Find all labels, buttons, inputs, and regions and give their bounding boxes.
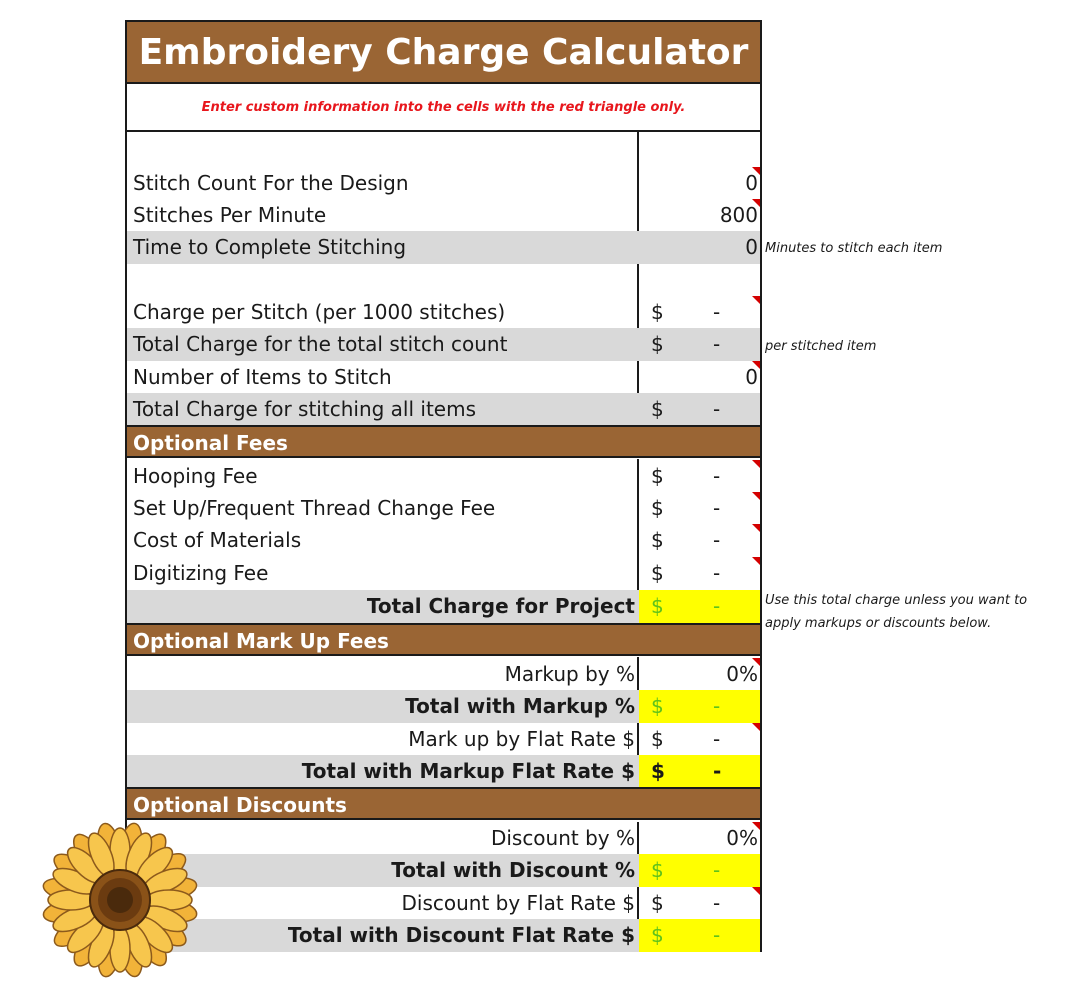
cell-value: - — [713, 561, 721, 585]
cell-value: - — [713, 694, 721, 718]
discount-pct-input[interactable] — [639, 822, 760, 855]
red-triangle-icon — [752, 822, 760, 830]
row-markup-pct — [127, 658, 760, 691]
row-number-of-items — [127, 361, 760, 394]
dollar-sign: $ — [651, 464, 664, 488]
red-triangle-icon — [752, 492, 760, 500]
cell-value: - — [713, 332, 721, 356]
row-label: Number of Items to Stitch — [133, 365, 392, 389]
row-label: Charge per Stitch (per 1000 stitches) — [133, 300, 506, 324]
time-to-complete-value — [639, 231, 760, 264]
red-triangle-icon — [752, 723, 760, 731]
cell-value: - — [713, 528, 721, 552]
dollar-sign: $ — [651, 496, 664, 520]
markup-flat-input[interactable] — [639, 723, 760, 756]
row-label: Hooping Fee — [133, 464, 258, 488]
row-label: Cost of Materials — [133, 528, 302, 552]
row-label: Discount by Flat Rate $ — [401, 891, 635, 915]
row-total-markup-flat — [127, 755, 760, 788]
row-total-discount-flat — [127, 919, 760, 952]
row-label: Total Charge for stitching all items — [133, 397, 476, 421]
note-total-line2: apply markups or discounts below. — [765, 616, 992, 631]
dollar-sign: $ — [651, 561, 664, 585]
red-triangle-icon — [752, 167, 760, 175]
stitches-per-minute-input[interactable] — [639, 199, 760, 232]
row-hooping-fee — [127, 460, 760, 493]
cell-value: - — [713, 727, 721, 751]
red-triangle-icon — [752, 524, 760, 532]
calculator-sheet — [125, 20, 762, 952]
stitch-count-input[interactable] — [639, 167, 760, 200]
dollar-sign: $ — [651, 727, 664, 751]
instruction-text: Enter custom information into the cells with the red triangle only. — [127, 84, 760, 132]
cost-of-materials-input[interactable] — [639, 524, 760, 557]
red-triangle-icon — [752, 658, 760, 666]
row-time-to-complete — [127, 231, 760, 264]
dollar-sign: $ — [651, 332, 664, 356]
dollar-sign: $ — [651, 694, 664, 718]
row-charge-per-stitch — [127, 296, 760, 329]
row-label: Stitch Count For the Design — [133, 171, 409, 195]
row-stitch-count — [127, 167, 760, 200]
row-label: Mark up by Flat Rate $ — [408, 727, 635, 751]
row-discount-flat — [127, 887, 760, 920]
dollar-sign: $ — [651, 300, 664, 324]
row-label: Total with Discount % — [391, 858, 635, 882]
row-label: Time to Complete Stitching — [133, 235, 407, 259]
row-label: Digitizing Fee — [133, 561, 269, 585]
row-total-discount-pct — [127, 854, 760, 887]
setup-fee-input[interactable] — [639, 492, 760, 525]
row-total-project — [127, 590, 760, 623]
section-optional-discounts: Optional Discounts — [127, 787, 760, 820]
row-stitches-per-minute — [127, 199, 760, 232]
sunflower-icon — [38, 818, 202, 982]
row-discount-pct — [127, 822, 760, 855]
discount-flat-input[interactable] — [639, 887, 760, 920]
number-of-items-input[interactable] — [639, 361, 760, 394]
page-title: Embroidery Charge Calculator — [127, 22, 760, 84]
red-triangle-icon — [752, 296, 760, 304]
dollar-sign: $ — [651, 759, 665, 783]
red-triangle-icon — [752, 557, 760, 565]
row-label: Total with Markup Flat Rate $ — [301, 759, 635, 783]
cell-value: 0 — [745, 235, 758, 259]
row-total-markup-pct — [127, 690, 760, 723]
red-triangle-icon — [752, 460, 760, 468]
row-label: Markup by % — [504, 662, 635, 686]
markup-pct-input[interactable] — [639, 658, 760, 691]
cell-value: - — [713, 759, 722, 783]
row-digitizing-fee — [127, 557, 760, 590]
row-label: Total with Markup % — [405, 694, 635, 718]
charge-per-stitch-input[interactable] — [639, 296, 760, 329]
row-label: Total Charge for the total stitch count — [133, 332, 508, 356]
row-label: Set Up/Frequent Thread Change Fee — [133, 496, 496, 520]
cell-value: 0% — [726, 826, 758, 850]
total-charge-all-value — [639, 393, 760, 426]
digitizing-fee-input[interactable] — [639, 557, 760, 590]
row-setup-fee — [127, 492, 760, 525]
cell-value: 0% — [726, 662, 758, 686]
dollar-sign: $ — [651, 594, 664, 618]
section-optional-fees: Optional Fees — [127, 425, 760, 458]
row-label: Total Charge for Project — [366, 594, 635, 618]
cell-value: - — [713, 891, 721, 915]
total-discount-flat-value — [639, 919, 760, 952]
note-per-item: per stitched item — [765, 339, 877, 354]
hooping-fee-input[interactable] — [639, 460, 760, 493]
row-markup-flat — [127, 723, 760, 756]
cell-value: 800 — [719, 203, 758, 227]
cell-value: 0 — [745, 365, 758, 389]
row-label: Total with Discount Flat Rate $ — [287, 923, 635, 947]
dollar-sign: $ — [651, 858, 664, 882]
note-total-line1: Use this total charge unless you want to — [765, 593, 1028, 608]
dollar-sign: $ — [651, 923, 664, 947]
cell-value: 0 — [745, 171, 758, 195]
dollar-sign: $ — [651, 397, 664, 421]
dollar-sign: $ — [651, 891, 664, 915]
row-total-charge-all — [127, 393, 760, 426]
row-cost-of-materials — [127, 524, 760, 557]
cell-value: - — [713, 397, 721, 421]
cell-value: - — [713, 300, 721, 324]
dollar-sign: $ — [651, 528, 664, 552]
section-optional-markup: Optional Mark Up Fees — [127, 623, 760, 656]
cell-value: - — [713, 496, 721, 520]
cell-value: - — [713, 594, 721, 618]
total-markup-pct-value — [639, 690, 760, 723]
total-discount-pct-value — [639, 854, 760, 887]
row-label: Discount by % — [490, 826, 635, 850]
red-triangle-icon — [752, 887, 760, 895]
total-project-value — [639, 590, 760, 623]
row-label: Stitches Per Minute — [133, 203, 327, 227]
total-markup-flat-value — [639, 755, 760, 788]
cell-value: - — [713, 858, 721, 882]
note-minutes: Minutes to stitch each item — [765, 241, 943, 256]
red-triangle-icon — [752, 361, 760, 369]
red-triangle-icon — [752, 199, 760, 207]
cell-value: - — [713, 923, 721, 947]
cell-value: - — [713, 464, 721, 488]
row-total-charge-stitch — [127, 328, 760, 361]
total-charge-stitch-value — [639, 328, 760, 361]
